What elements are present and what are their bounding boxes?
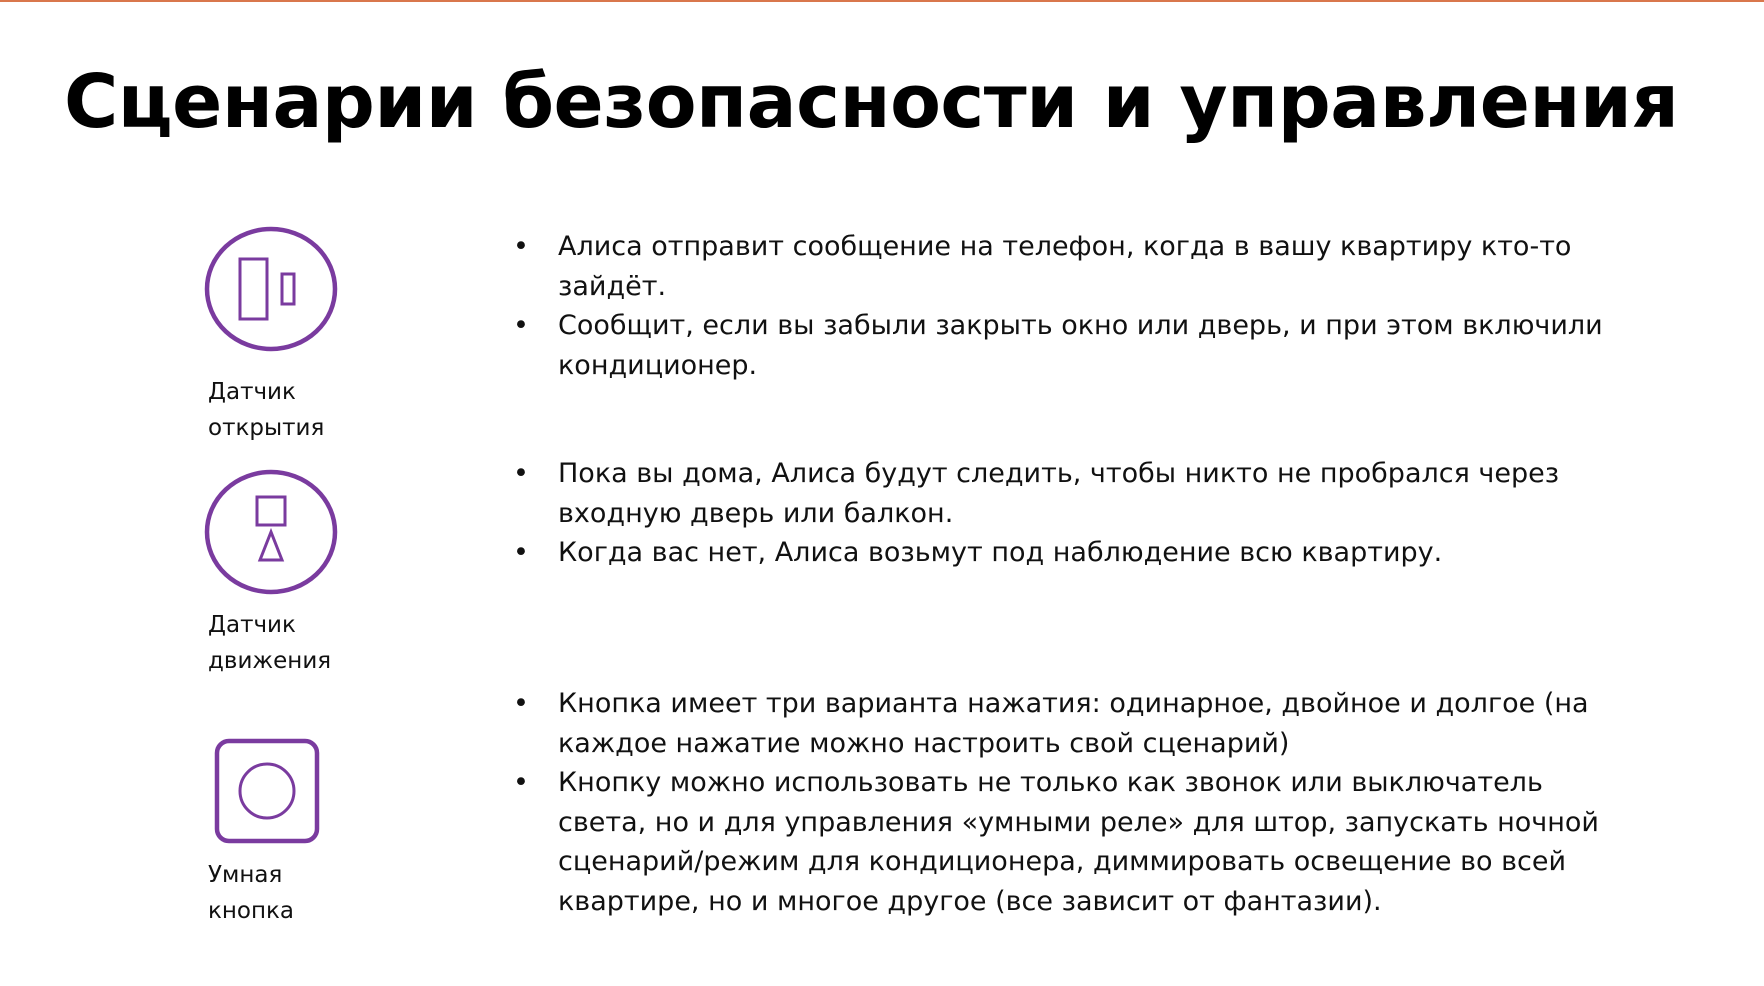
- motion-sensor-icon: [204, 469, 338, 595]
- list-item: • Сообщит, если вы забыли закрыть окно или дверь, и при этом включили кондиционер.: [513, 310, 1603, 381]
- slide-title: Сценарии безопасности и управления: [64, 59, 1679, 145]
- motion-sensor-label: Датчик движения: [208, 612, 332, 674]
- motion-sensor-bullet-list: [510, 454, 1610, 573]
- list-item: • Кнопка имеет три варианта нажатия: одинарное, двойное и долгое (на каждое нажатие можно настроить свой сценарий): [513, 688, 1589, 759]
- list-item: • Кнопку можно использовать не только как звонок или выключатель света, но и для управления «умными реле» для штор, запускать ночной сценарий/режим для кондиционера, диммировать освещение во всей квартире, но и многое другое (все зависит от фантазии).: [513, 767, 1599, 917]
- list-item: • Пока вы дома, Алиса будут следить, чтобы никто не пробрался через входную дверь или балкон.: [513, 458, 1560, 529]
- smart-button-bullet-list: [510, 684, 1610, 921]
- smart-button-label: Умная кнопка: [208, 862, 295, 924]
- list-item: • Алиса отправит сообщение на телефон, когда в вашу квартиру кто-то зайдёт.: [513, 231, 1572, 302]
- open-sensor-bullet-list: [510, 227, 1610, 385]
- top-accent-line: [0, 0, 1764, 2]
- list-item: • Когда вас нет, Алиса возьмут под наблюдение всю квартиру.: [513, 537, 1443, 568]
- open-sensor-label: Датчик открытия: [208, 379, 325, 441]
- smart-button-icon: [214, 738, 320, 844]
- open-sensor-icon: [204, 226, 338, 352]
